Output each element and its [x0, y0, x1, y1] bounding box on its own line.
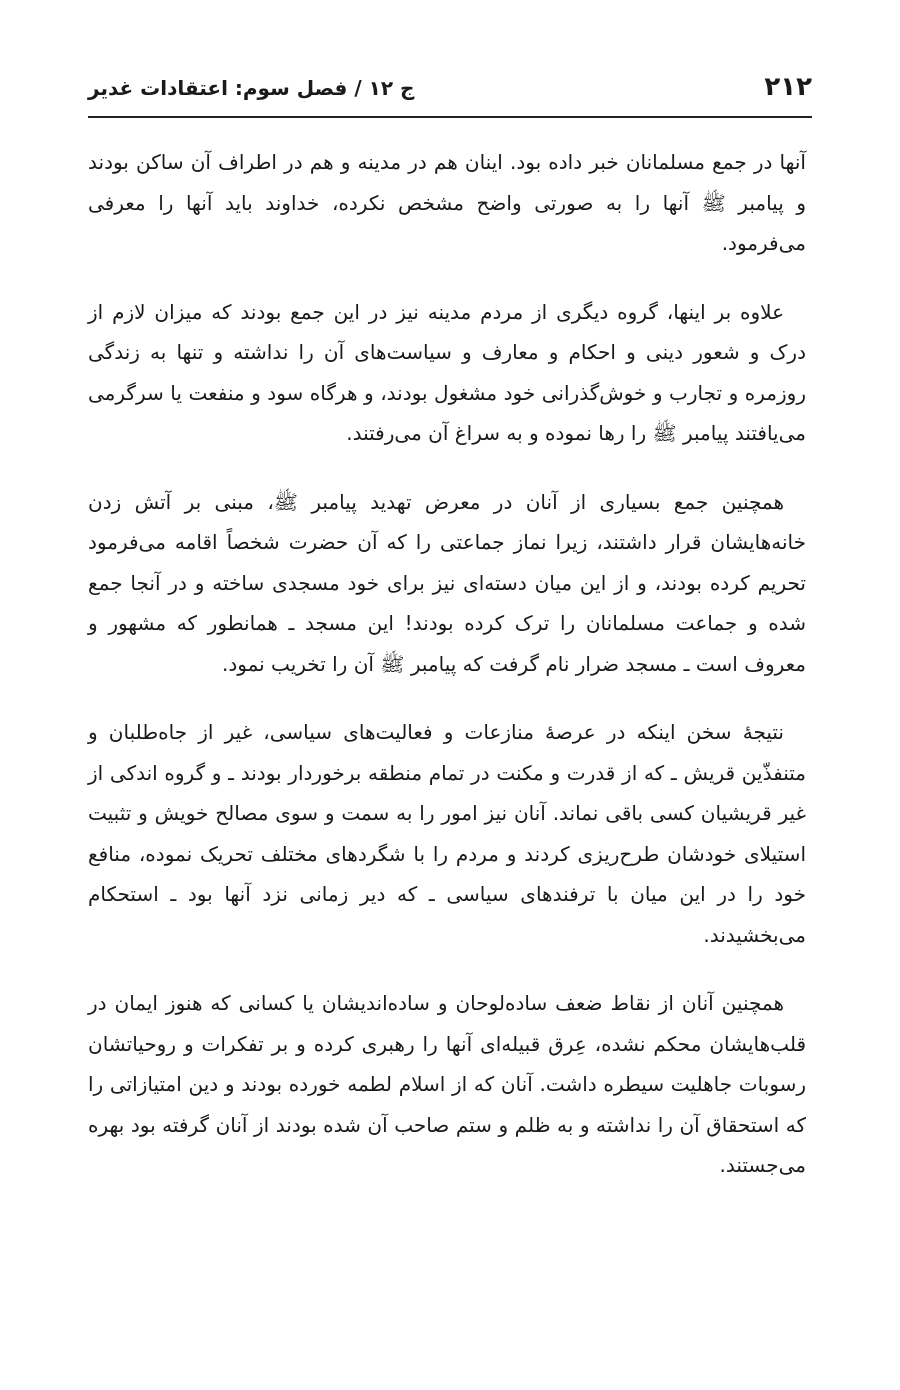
page-number: ۲۱۲: [764, 72, 812, 102]
paragraph-2: علاوه بر اینها، گروه دیگری از مردم مدینه نیز در این جمع بودند که میزان لازم از درک و شعور دینی و احکام و معارف و سیاست‌های آن را نداشته و تنها به زندگی روزمره و تجارب و خوش‌گذرانی خود مشغول بودند، و هرگاه سود و منفعت یا سرگرمی می‌یافتند پیامبر ﷺ را رها نموده و به سراغ آن می‌رفتند.: [88, 299, 806, 445]
body-text: [88, 142, 806, 1214]
paragraph-3: همچنین جمع بسیاری از آنان در معرض تهدید پیامبر ﷺ، مبنی بر آتش زدن خانه‌هایشان قرار داشتند، زیرا نماز جماعتی را که آن حضرت شخصاً اقامه می‌فرمود تحریم کرده بودند، و از این میان دسته‌ای نیز برای خود مسجدی ساخته و در آنجا جمع شده و جماعت مسلمانان را ترک کرده بودند! این مسجد ـ همانطور که مشهور و معروف است ـ مسجد ضرار نام گرفت که پیامبر ﷺ آن را تخریب نمود.: [88, 489, 806, 676]
paragraph-4: نتیجهٔ سخن اینکه در عرصهٔ منازعات و فعالیت‌های سیاسی، غیر از جاه‌طلبان و متنفذّین قریش ـ که از قدرت و مکنت در تمام منطقه برخوردار بودند ـ و گروه اندکی از غیر قریشیان کسی باقی نماند. آنان نیز امور را به سمت و سوی مصالح خویش و تثبیت استیلای خودشان طرح‌ریزی کردند و مردم را با شگردهای مختلف تحریک نموده، منافع خود را در این میان با ترفندهای سیاسی ـ که دیر زمانی نزد آنها بود ـ استحکام می‌بخشیدند.: [88, 720, 806, 947]
paragraph-1: آنها در جمع مسلمانان خبر داده بود. اینان هم در مدینه و هم در اطراف آن ساکن بودند و پیامبر ﷺ آنها را به صورتی واضح مشخص نکرده، خداوند باید آنها را معرفی می‌فرمود.: [88, 150, 806, 255]
paragraph-5: همچنین آنان از نقاط ضعف ساده‌لوحان و ساده‌اندیشان یا کسانی که هنوز ایمان در قلب‌هایشان محکم نشده، عِرق قبیله‌ای آنها را رهبری کرده و بر تفکرات و روحیاتشان رسوبات جاهلیت سیطره داشت. آنان که از اسلام لطمه خورده بودند و دین امتیازاتی را که استحقاق آن را نداشته و به ظلم و ستم صاحب آن شده بودند از آنان گرفته بود بهره می‌جستند.: [88, 991, 806, 1177]
running-header: [88, 60, 812, 118]
chapter-title: ج ۱۲ / فصل سوم: اعتقادات غدیر: [88, 76, 415, 100]
